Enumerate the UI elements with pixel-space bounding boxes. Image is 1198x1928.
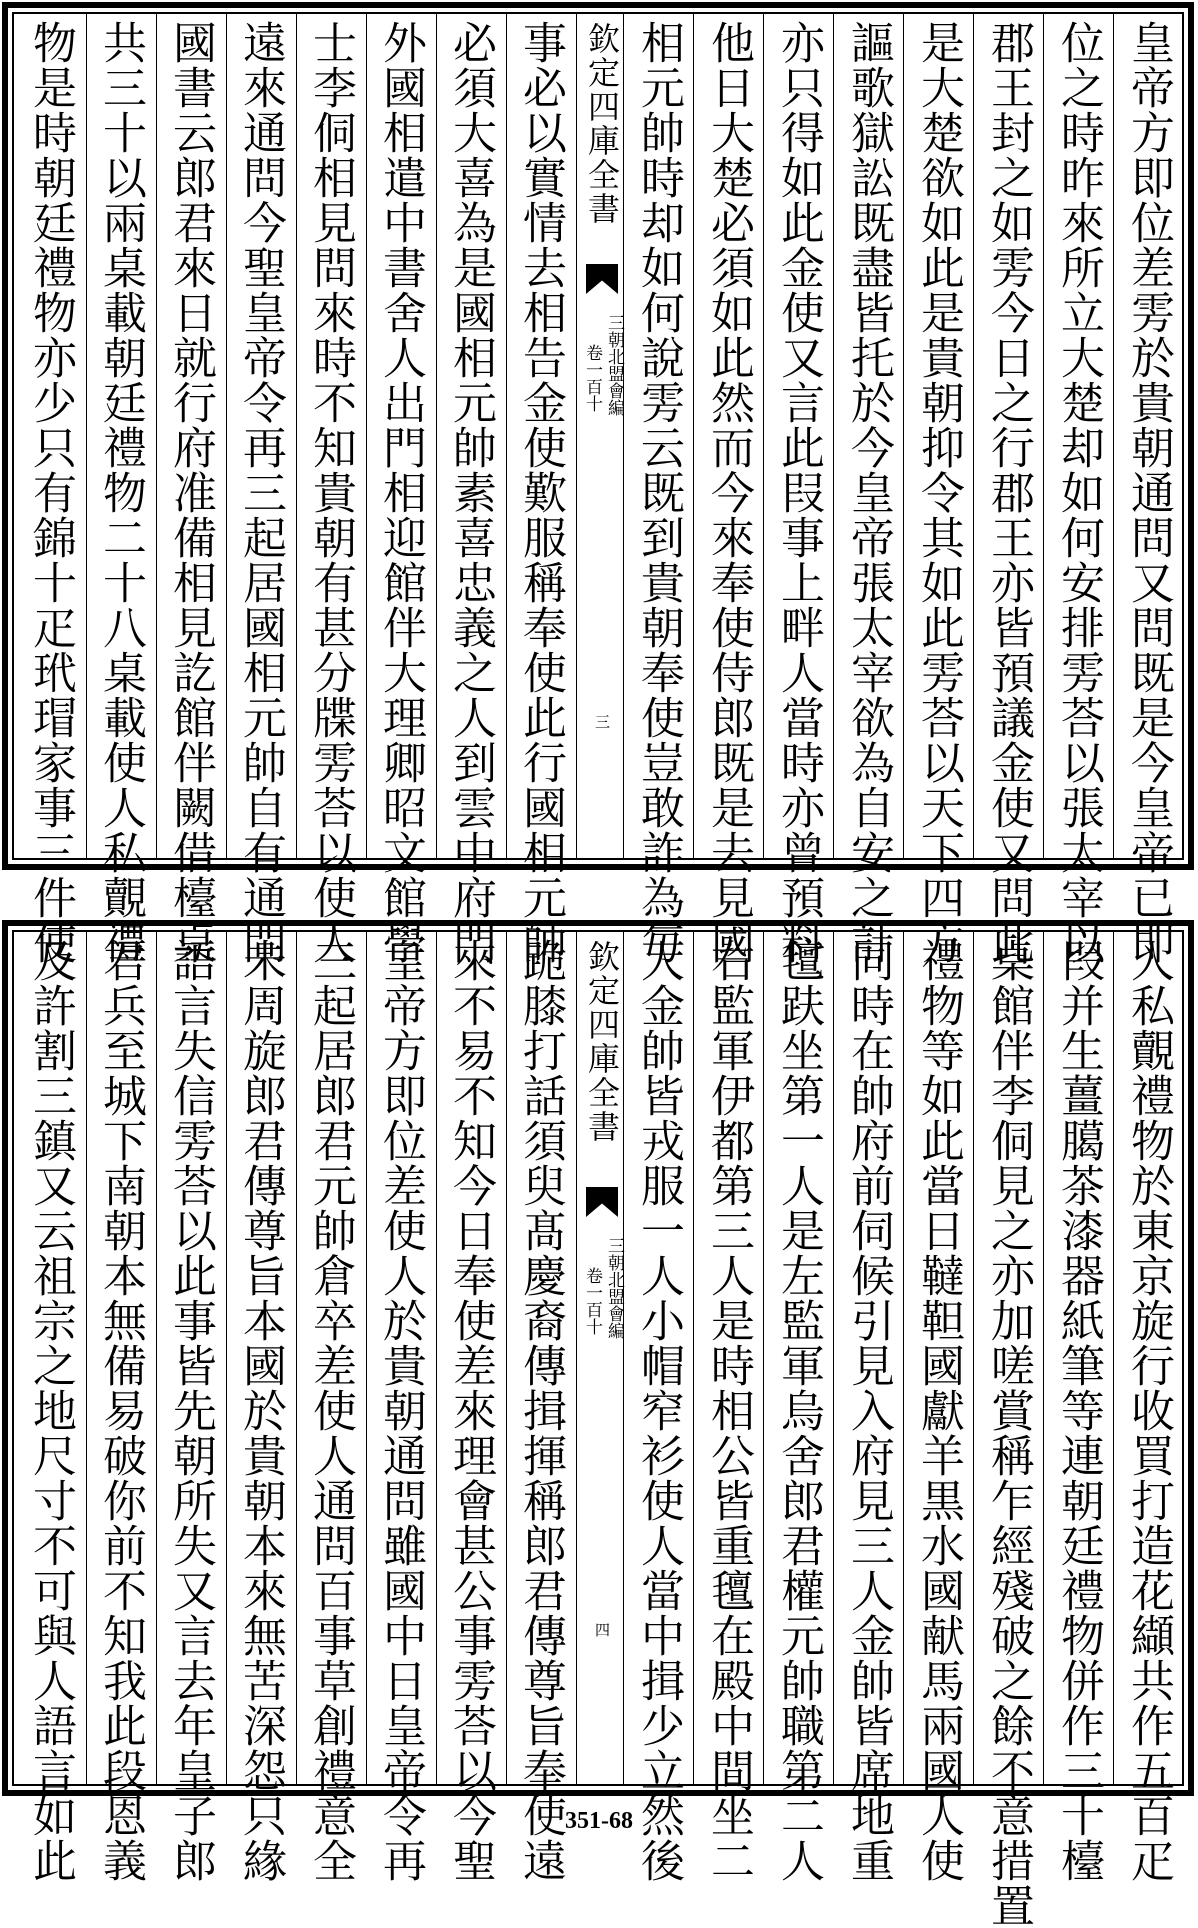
- source-title: 三朝北盟會編: [604, 1237, 624, 1339]
- text-column: 是大楚欲如此是貴朝抑令其如此雱荅以天下四方: [913, 20, 964, 965]
- text-column: 未周旋郎君傳尊旨本國於貴朝本來無苦深怨只緣: [235, 938, 286, 1883]
- text-column: 君兵至城下南朝本無備易破你前不知我此段恩義: [95, 938, 146, 1883]
- book-title: 欽定四庫全書: [583, 22, 621, 226]
- book-title: 欽定四庫全書: [583, 940, 621, 1144]
- center-spine: [576, 14, 628, 858]
- text-column: 皇帝方即位差使人於貴朝通問雖國中日皇帝令再: [375, 938, 426, 1883]
- volume-label: 卷一百十: [582, 1267, 602, 1335]
- text-column: 事必以實情去相告金使歎服稱奉使此行國相元帥: [515, 20, 566, 965]
- text-column: 來不易不知今日奉使差來理會甚公事雱荅以今聖: [445, 938, 496, 1883]
- text-column: 人金帥皆戎服一人小帽窄衫使人當中揖少立然後: [633, 938, 684, 1883]
- text-column: 遠來通問今聖皇帝令再三起居國相元帥自有通問: [235, 20, 286, 965]
- text-column: 語言失信雱荅以此事皆先朝所失又言去年皇子郎: [165, 938, 216, 1883]
- text-column: 及許割三鎮又云祖宗之地尺寸不可與人語言如此: [25, 938, 76, 1883]
- text-column: 皇帝方即位差雱於貴朝通問又問既是今皇帝已即: [1123, 20, 1174, 965]
- fish-tail-mark-icon: [586, 1187, 618, 1217]
- text-column: 士李侗相見問來時不知貴朝有甚分牒雱荅以使人: [305, 20, 356, 965]
- text-column: 桌館伴李侗見之亦加嗟賞稱乍經殘破之餘不意措置: [983, 938, 1034, 1928]
- text-column: 謳歌獄訟既盡皆托於今皇帝張太宰欲為自安之計: [843, 20, 894, 965]
- text-column: 三起居郎君元帥倉卒差使人通問百事草創禮意全: [305, 938, 356, 1883]
- volume-label: 卷一百十: [582, 344, 602, 412]
- fish-tail-mark-icon: [586, 264, 618, 294]
- leaf-number: 三: [593, 714, 611, 729]
- text-column: 共三十以兩桌載朝廷禮物二十八桌載使人私覿禮: [95, 20, 146, 965]
- text-column: 跪膝打話須臾髙慶裔傳揖揮稱郎君傳尊旨奉使遠: [515, 938, 566, 1883]
- center-spine: [576, 932, 628, 1784]
- text-column: 必須大喜為是國相元帥素喜忠義之人到雲中府門: [445, 20, 496, 965]
- text-column: 人私覿禮物於東京旋行收買打造花纈共作五百疋: [1123, 938, 1174, 1883]
- text-column: 他日大楚必須如此然而今來奉使侍郎既是去見國: [703, 20, 754, 965]
- text-column: 外國相遣中書舍人出門相迎館伴大理卿昭文館學: [375, 20, 426, 965]
- text-area: [12, 12, 1184, 965]
- source-title: 三朝北盟會編: [604, 314, 624, 416]
- text-column: 亦只得如此金使又言此叚事上畔人當時亦曾預料: [773, 20, 824, 965]
- text-column: 相元帥時却如何說雱云既到貴朝奉使豈敢詐為毎: [633, 20, 684, 965]
- text-column: 叚并生薑臈茶漆器紙筆等連朝廷禮物併作三十檯: [1053, 938, 1104, 1883]
- text-column: 郡王封之如雱今日之行郡王亦皆預議金使又問此: [983, 20, 1034, 965]
- text-column: 國書云郎君來日就行府准備相見訖館伴闕借檯桌: [165, 20, 216, 965]
- text-column: 物是時朝廷禮物亦少只有錦十疋玳瑁家事三件使: [25, 20, 76, 965]
- text-column: 位之時昨來所立大楚却如何安排雱荅以張太宰以: [1053, 20, 1104, 965]
- page-number-footer: 351-68: [565, 1808, 633, 1834]
- text-column: 氊趺坐第一人是左監軍烏舍郎君權元帥職第二人: [773, 938, 824, 1883]
- leaf-number: 四: [593, 1622, 611, 1637]
- text-column: 同時在帥府前伺候引見入府見三人金帥皆席地重: [843, 938, 894, 1883]
- text-column: 右監軍伊都第三人是時相公皆重氊在殿中間坐二: [703, 938, 754, 1883]
- text-column: 禮物等如此當日韃靼國獻羊黒水國献馬兩國人使: [913, 938, 964, 1883]
